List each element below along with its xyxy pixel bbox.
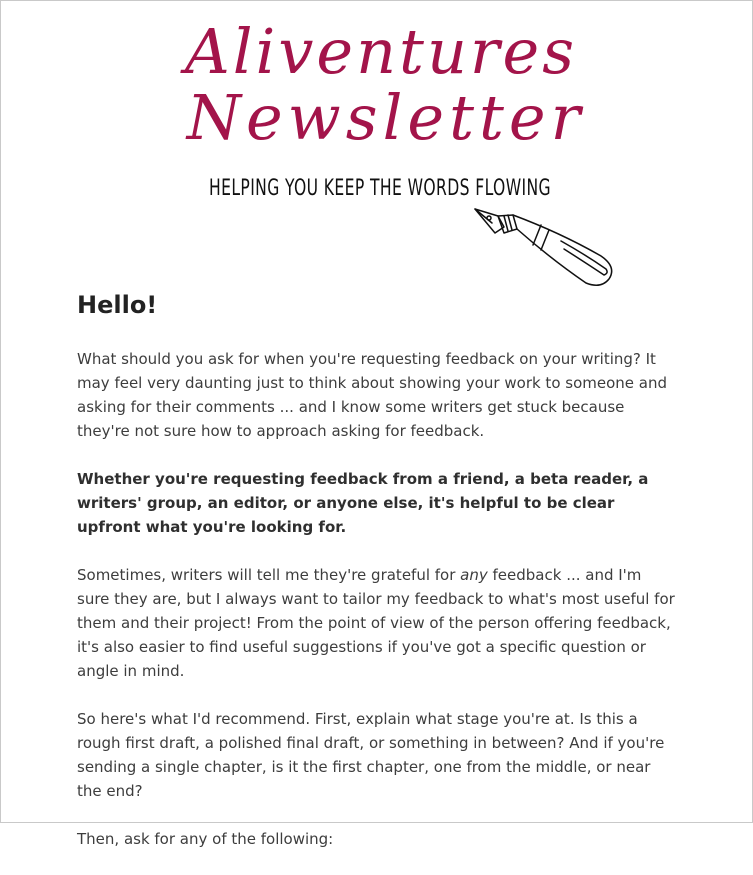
paragraph-1: What should you ask for when you're requesting feedback on your writing? It may feel very daunting just to think about showing your work to someone and asking for their comments ... and I know some writers get stuck because they're not sure how to approach asking for feedback.	[77, 350, 667, 440]
paragraph-5: Then, ask for any of the following:	[77, 830, 334, 848]
paragraph-3-end: feedback ... and I'm sure they are, but I always want to tailor my feedback to what's most useful for them and their project! From the point of view of the person offering feedback, it's also easier to find useful suggestions if you've got a specific question or angle in mind.	[77, 566, 675, 680]
fountain-pen-icon	[475, 209, 612, 285]
greeting-heading: Hello!	[77, 291, 158, 319]
newsletter-body	[77, 289, 677, 875]
newsletter-header	[1, 1, 752, 291]
paragraph-3-start: Sometimes, writers will tell me they're grateful for	[77, 566, 461, 584]
tagline: HELPING YOU KEEP THE WORDS FLOWING	[209, 176, 551, 201]
header-art	[1, 1, 752, 291]
paragraph-3-emphasis: any	[460, 566, 488, 584]
paragraph-3	[77, 563, 677, 683]
title-line-2: Newsletter	[186, 81, 586, 154]
paragraph-4: So here's what I'd recommend. First, explain what stage you're at. Is this a rough first draft, a polished final draft, or something in between? And if you're sending a single chapter, is it the first chapter, one from the middle, or near the end?	[77, 710, 665, 800]
paragraph-2-bold: Whether you're requesting feedback from a friend, a beta reader, a writers' group, an editor, or anyone else, it's helpful to be clear upfront what you're looking for.	[77, 470, 649, 536]
title-line-1: Aliventures	[184, 15, 578, 88]
